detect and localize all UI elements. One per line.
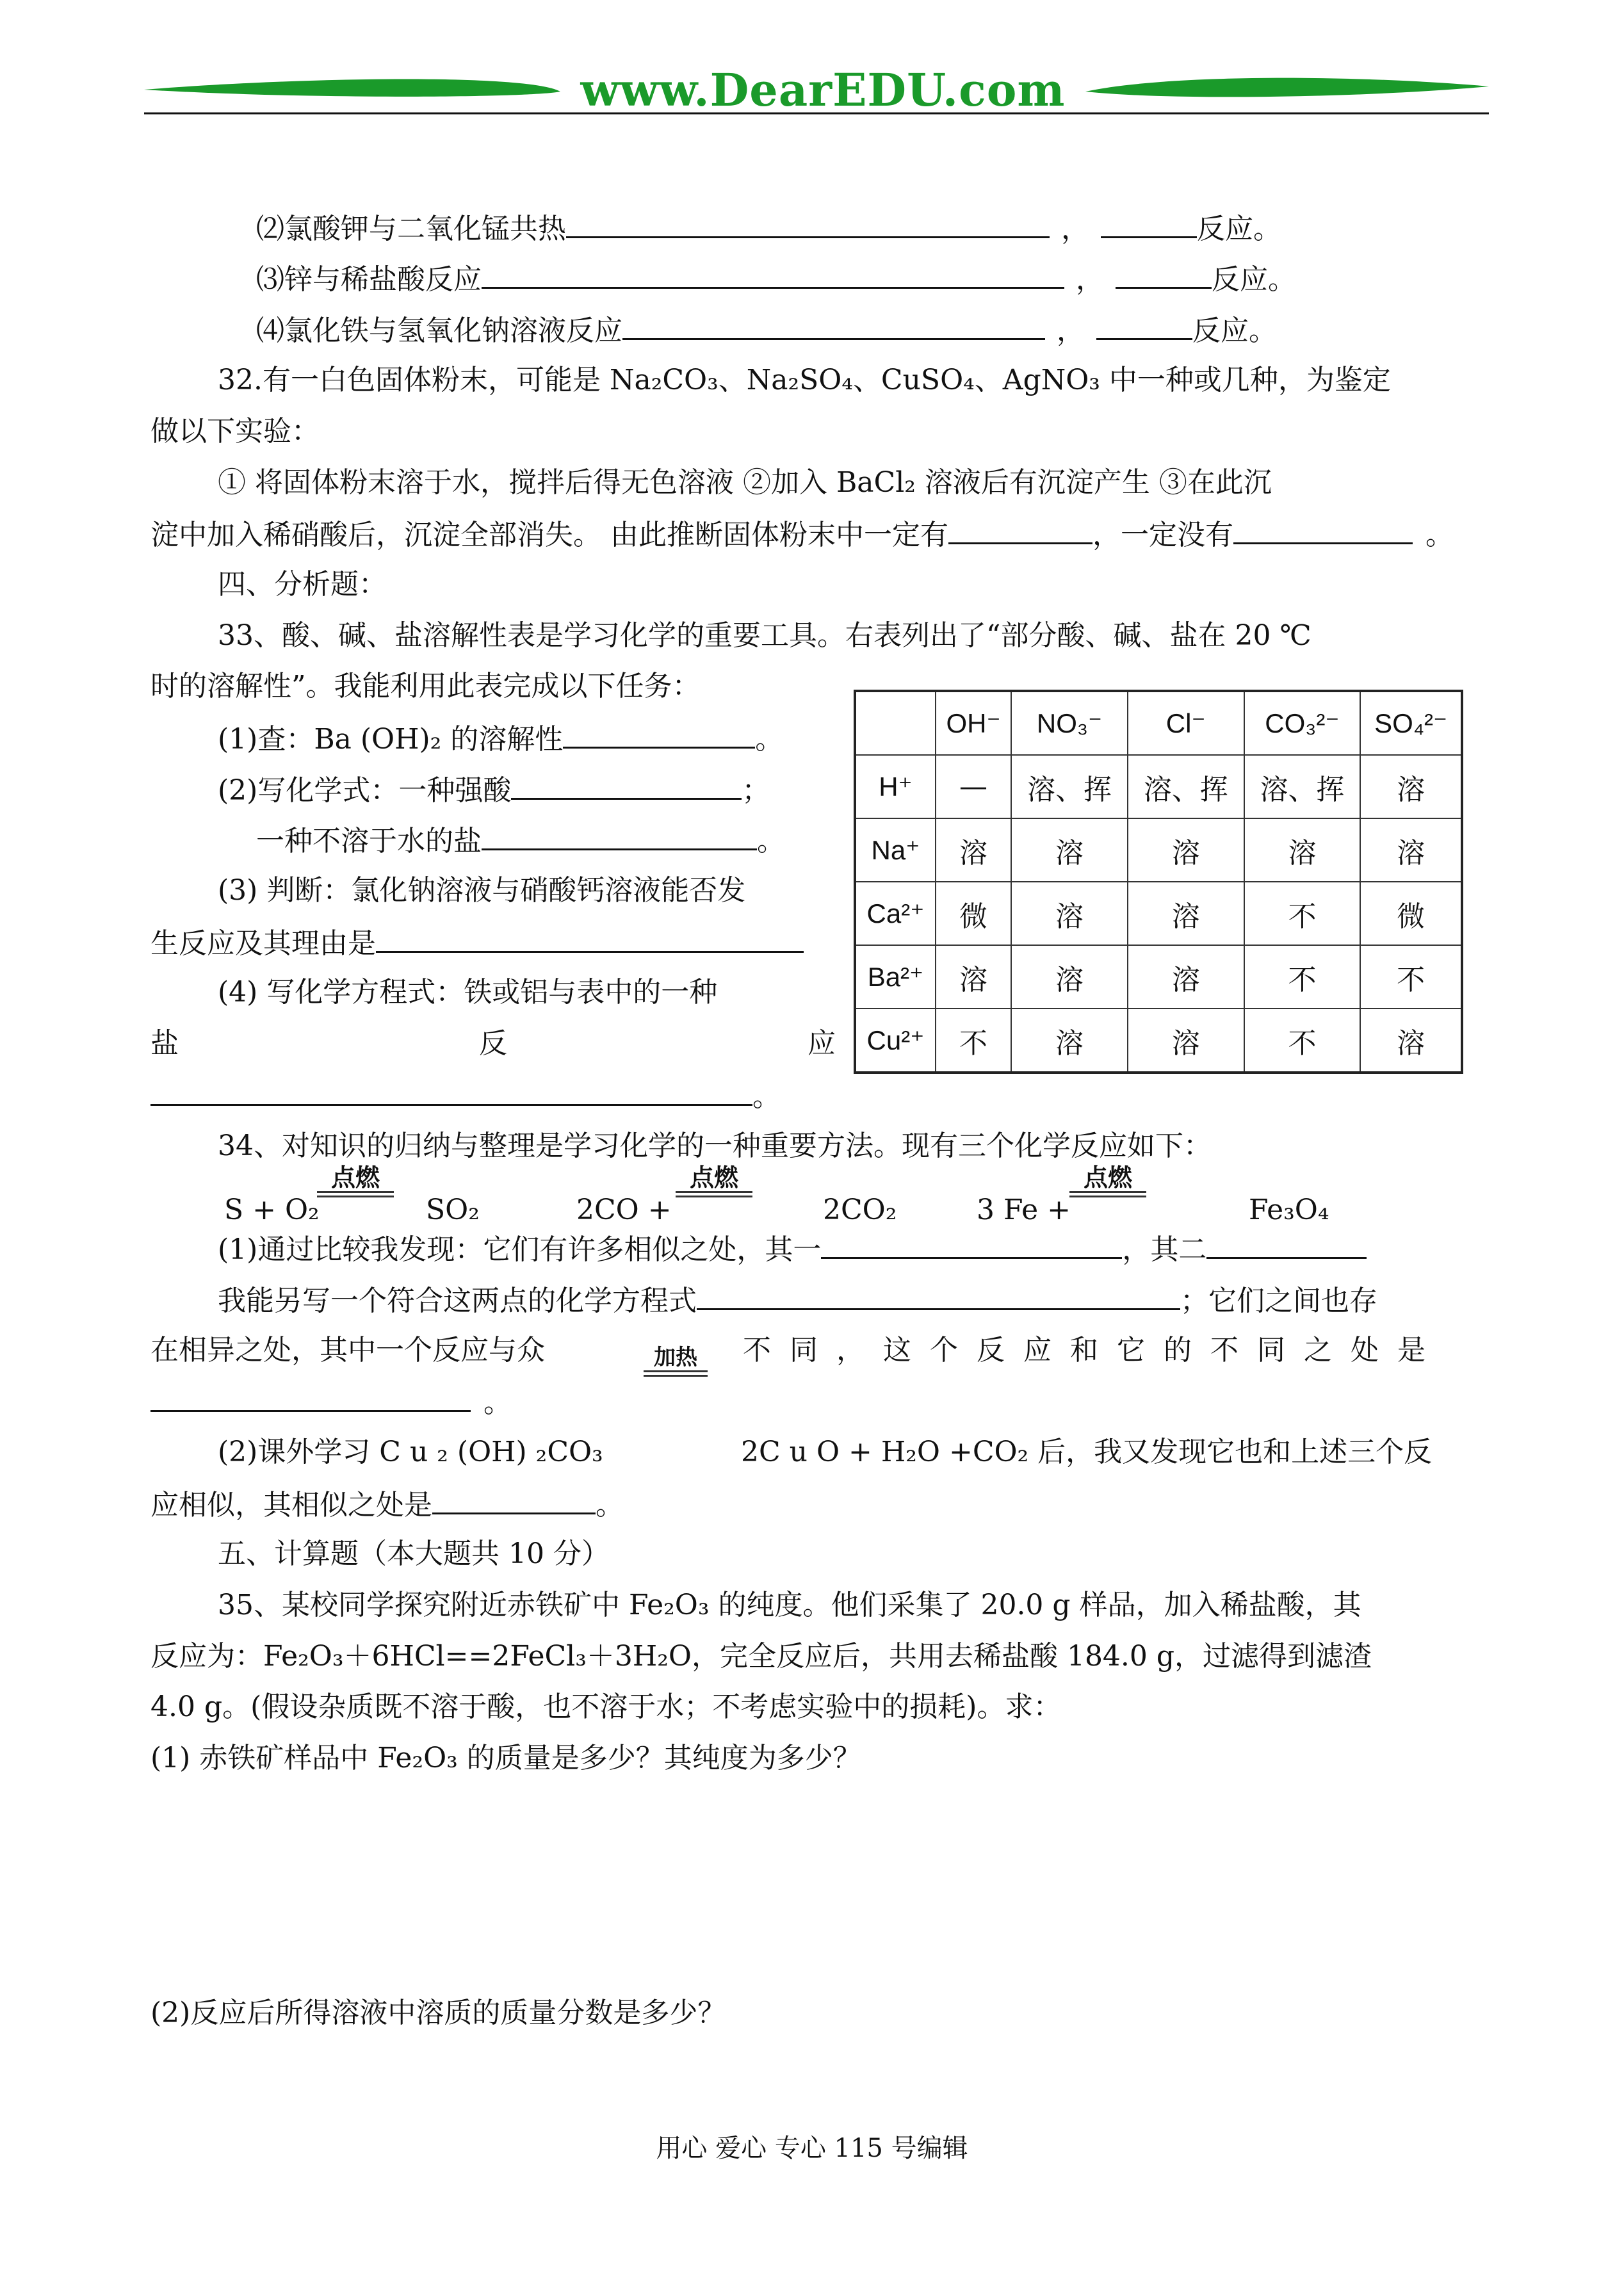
table-cell: 溶 — [1011, 818, 1128, 882]
q32-line-1: 32.有一白色固体粉末，可能是 Na₂CO₃、Na₂SO₄、CuSO₄、AgNO₃ 中一种或几种，为鉴定 — [218, 364, 1391, 396]
q32-line-4: 淀中加入稀硝酸后，沉淀全部消失。 由此推断固体粉末中一定有 ，一定没有 。 — [150, 514, 1454, 555]
heat-arrow: 加热 — [644, 1345, 708, 1377]
q34-line-1: 34、对知识的归纳与整理是学习化学的一种重要方法。现有三个化学反应如下： — [218, 1130, 1212, 1162]
ignite-arrow: 点燃 — [317, 1165, 394, 1197]
table-row — [855, 945, 1462, 1009]
q33-part-2: (2)写化学式：一种强酸 ； — [218, 770, 770, 810]
table-cell: 溶、挥 — [1244, 755, 1361, 818]
table-header-cell: OH⁻ — [936, 691, 1011, 755]
table-cell: 溶 — [936, 945, 1011, 1009]
q34-part-1a: (1)通过比较我发现：它们有许多相似之处，其一 ，其二 — [218, 1229, 1367, 1269]
table-cell: 溶 — [1128, 1009, 1244, 1073]
table-cell: 溶 — [1011, 882, 1128, 945]
page-header — [144, 61, 1489, 118]
table-cell: 不 — [1244, 882, 1361, 945]
q33-part-3b: 生反应及其理由是 — [150, 923, 804, 963]
table-cell: 溶 — [1244, 818, 1361, 882]
table-row — [855, 882, 1462, 945]
table-row — [855, 755, 1462, 818]
q34-part-1b: 我能另写一个符合这两点的化学方程式 ；它们之间也存 — [218, 1280, 1377, 1320]
q33-line-1: 33、酸、碱、盐溶解性表是学习化学的重要工具。右表列出了“部分酸、碱、盐在 20 ℃ — [218, 619, 1311, 652]
table-cell: Ba²⁺ — [855, 945, 936, 1009]
q34-part-2a: (2)课外学习 C u ₂ (OH) ₂CO₃ — [218, 1436, 603, 1468]
q35-part-1: (1) 赤铁矿样品中 Fe₂O₃ 的质量是多少？其纯度为多少？ — [150, 1742, 861, 1774]
q33-part-1: (1)查：Ba (OH)₂ 的溶解性 。 — [218, 718, 783, 759]
q33-part-3a: (3) 判断：氯化钠溶液与硝酸钙溶液能否发 — [218, 874, 746, 907]
q32-line-2: 做以下实验： — [150, 415, 320, 448]
q35-part-2: (2)反应后所得溶液中溶质的质量分数是多少？ — [150, 1997, 726, 2029]
q34-part-1e: 。 — [150, 1382, 512, 1422]
table-header-row — [855, 691, 1462, 755]
q32-line-3: ① 将固体粉末溶于水，搅拌后得无色溶液 ②加入 BaCl₂ 溶液后有沉淀产生 ③在此沉 — [218, 466, 1272, 499]
q33-part-4-blank: 。 — [150, 1076, 781, 1116]
table-cell: 溶 — [936, 818, 1011, 882]
table-cell: — — [936, 755, 1011, 818]
table-cell: 溶 — [1011, 1009, 1128, 1073]
table-cell: 溶 — [1128, 945, 1244, 1009]
ignite-arrow: 点燃 — [1069, 1165, 1146, 1197]
q34-part-1d: 不同，这个反应和它的不同之处是 — [743, 1334, 1444, 1366]
table-header-cell: CO₃²⁻ — [1244, 691, 1361, 755]
table-cell: H⁺ — [855, 755, 936, 818]
table-header-cell: SO₄²⁻ — [1360, 691, 1462, 755]
q34-part-1c: 在相异之处，其中一个反应与众 — [150, 1334, 545, 1366]
q31-item-4: ⑷氯化铁与氢氧化钠溶液反应 ， 反应。 — [256, 310, 1277, 350]
solubility-table — [854, 690, 1463, 1074]
q34-part-2b: 2C u O + H₂O +CO₂ 后，我又发现它也和上述三个反 — [741, 1436, 1433, 1468]
q31-item-2: ⑵氯酸钾与二氧化锰共热 ， 反应。 — [256, 208, 1281, 248]
table-cell: 溶 — [1360, 818, 1462, 882]
q33-line-2: 时的溶解性”。我能利用此表完成以下任务： — [150, 670, 701, 702]
table-row — [855, 818, 1462, 882]
table-header-cell: NO₃⁻ — [1011, 691, 1128, 755]
table-cell: 微 — [1360, 882, 1462, 945]
table-cell: 溶 — [1128, 818, 1244, 882]
table-cell: Ca²⁺ — [855, 882, 936, 945]
ignite-arrow: 点燃 — [676, 1165, 752, 1197]
table-cell: 不 — [1244, 945, 1361, 1009]
table-cell: 微 — [936, 882, 1011, 945]
table-cell: 溶 — [1128, 882, 1244, 945]
q35-line-3: 4.0 g。(假设杂质既不溶于酸，也不溶于水；不考虑实验中的损耗)。求： — [150, 1691, 1062, 1723]
page-footer: 用心 爱心 专心 115 号编辑 — [656, 2134, 968, 2163]
table-row — [855, 1009, 1462, 1073]
table-cell: Cu²⁺ — [855, 1009, 936, 1073]
table-cell: 溶 — [1011, 945, 1128, 1009]
table-cell: 不 — [936, 1009, 1011, 1073]
section-4-title: 四、分析题： — [218, 568, 387, 601]
site-logo: www.DearEDU.com — [580, 63, 1066, 117]
table-header-cell — [855, 691, 936, 755]
table-cell: 溶、挥 — [1128, 755, 1244, 818]
table-cell: 溶 — [1360, 1009, 1462, 1073]
table-cell: 溶 — [1360, 755, 1462, 818]
table-cell: 溶、挥 — [1011, 755, 1128, 818]
section-5-title: 五、计算题（本大题共 10 分） — [218, 1537, 610, 1570]
q34-part-2c: 应相似，其相似之处是 。 — [150, 1484, 624, 1525]
q31-item-3: ⑶锌与稀盐酸反应 ， 反应。 — [256, 259, 1296, 299]
q33-part-4-spaced: 盐 反 应 — [150, 1027, 836, 1060]
q35-line-2: 反应为：Fe₂O₃＋6HCl==2FeCl₃＋3H₂O，完全反应后，共用去稀盐酸 184.0 g，过滤得到滤渣 — [150, 1640, 1372, 1673]
table-header-cell: Cl⁻ — [1128, 691, 1244, 755]
table-cell: Na⁺ — [855, 818, 936, 882]
q35-line-1: 35、某校同学探究附近赤铁矿中 Fe₂O₃ 的纯度。他们采集了 20.0 g 样品，加入稀盐酸，其 — [218, 1589, 1361, 1621]
q33-part-4a: (4) 写化学方程式：铁或铝与表中的一种 — [218, 976, 718, 1009]
table-cell: 不 — [1244, 1009, 1361, 1073]
table-cell: 不 — [1360, 945, 1462, 1009]
q33-part-2b: 一种不溶于水的盐 。 — [256, 820, 785, 861]
